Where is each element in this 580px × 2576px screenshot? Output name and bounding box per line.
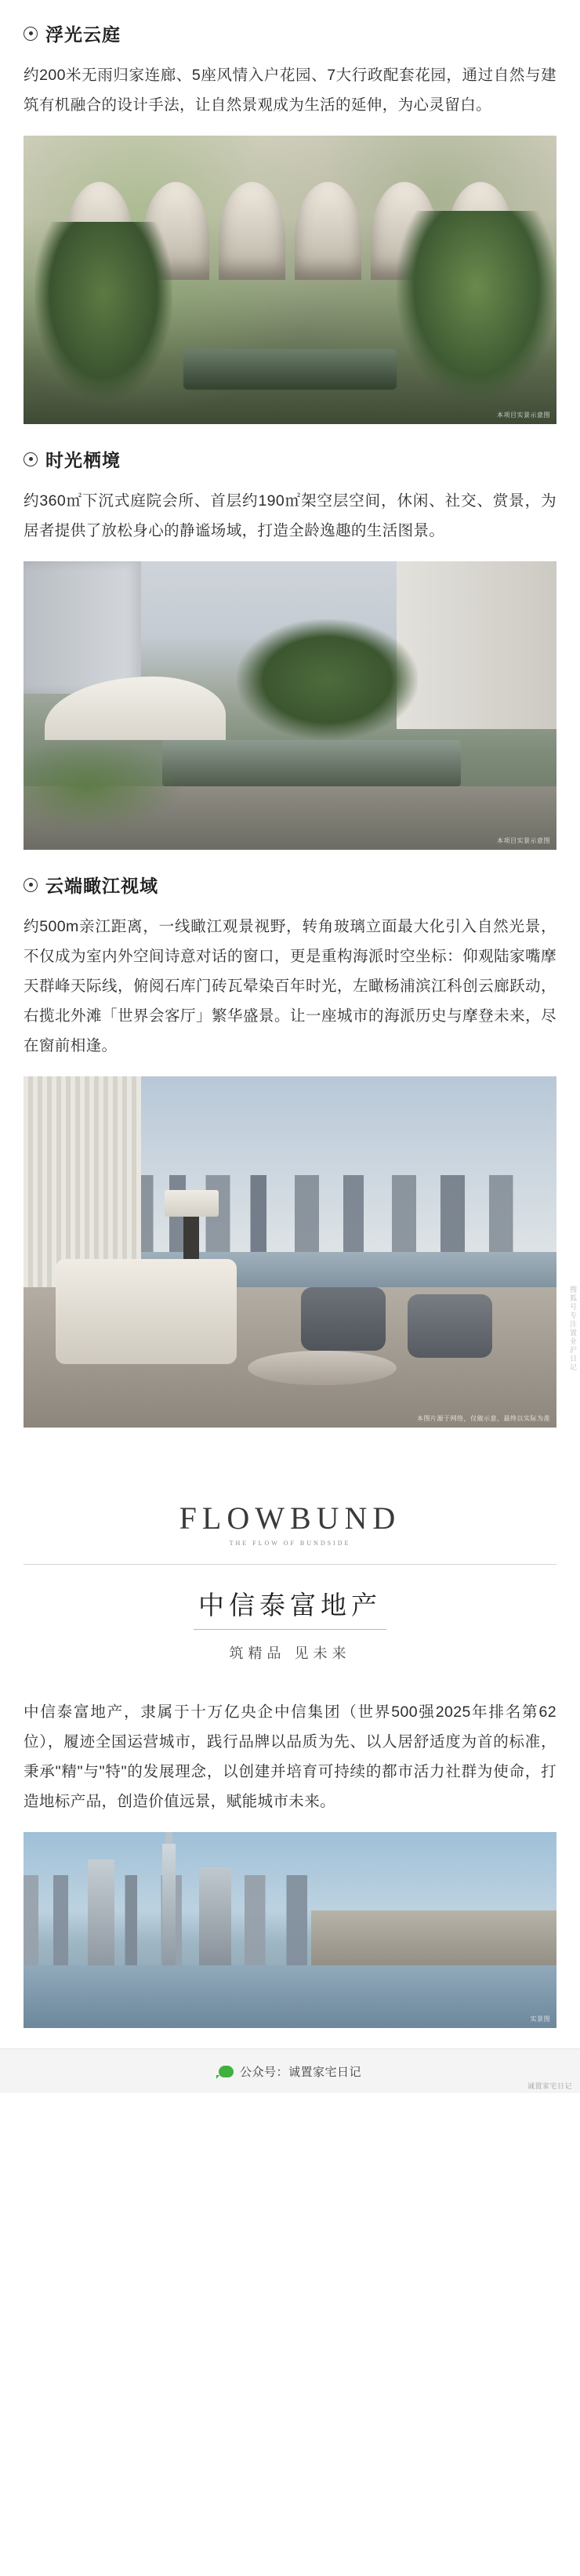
coffee-table bbox=[248, 1351, 397, 1386]
water-feature bbox=[162, 740, 461, 786]
circle-dot-icon bbox=[24, 27, 38, 41]
tree-foliage-right bbox=[397, 211, 556, 401]
section-heading-3 bbox=[24, 872, 556, 898]
armchair-left bbox=[301, 1287, 386, 1351]
tower-building-2 bbox=[199, 1867, 231, 1969]
sofa bbox=[56, 1259, 237, 1364]
footer-subtext: 诚置家宅日记 bbox=[527, 2082, 572, 2091]
city-skyline bbox=[141, 1175, 546, 1260]
section-title: 云端瞰江视域 bbox=[45, 876, 158, 897]
brand-block bbox=[24, 1448, 556, 1671]
shrub-foreground bbox=[24, 740, 183, 833]
armchair-right bbox=[408, 1294, 493, 1358]
section-paragraph: 约360㎡下沉式庭院会所、首层约190㎡架空层空间，休闲、社交、赏景，为居者提供了放松身心的静谧场域，打造全龄逸趣的生活图景。 bbox=[24, 492, 556, 540]
footer-account-text: 公众号：诚置家宅日记 bbox=[239, 2065, 361, 2079]
tower-building-1 bbox=[88, 1859, 114, 1969]
living-room-river-view-photo bbox=[24, 1076, 556, 1428]
section-paragraph: 约500m亲江距离，一线瞰江观景视野，转角玻璃立面最大化引入自然光景，不仅成为室内外空间诗意对话的窗口，更是重构海派时空坐标：仰观陆家嘴摩天群峰天际线，俯阅石库门砖瓦晕染百年时光，左瞰杨浦滨江科创云廊跃动，右揽北外滩「世界会客厅」繁华盛景。让一座城市的海派历史与摩登未来，尽在窗前相逢。 bbox=[24, 918, 556, 1055]
courtyard-arcade-photo bbox=[24, 136, 556, 424]
tree-foliage-left bbox=[34, 222, 173, 401]
brand-english-subtitle: THE FLOW OF BUNDSIDE bbox=[229, 1540, 351, 1547]
huangpu-river bbox=[24, 1965, 556, 2028]
photo-caption: 本项目实景示意图 bbox=[497, 412, 550, 419]
section-paragraph: 约200米无雨归家连廊、5座风情入户花园、7大行政配套花园，通过自然与建筑有机融合的设计手法，让自然景观成为生活的延伸，为心灵留白。 bbox=[24, 67, 556, 114]
section-heading-2 bbox=[24, 446, 556, 472]
building-right bbox=[397, 561, 556, 728]
circle-dot-icon bbox=[24, 878, 38, 892]
photo-caption: 实景图 bbox=[530, 2015, 550, 2023]
section-title: 浮光云庭 bbox=[45, 24, 121, 45]
brand-slogan: 筑精品 见未来 bbox=[229, 1645, 351, 1662]
brand-paragraph: 中信泰富地产，隶属于十万亿央企中信集团（世界500强2025年排名第62位），履迹全国运营城市，践行品牌以品质为先、以人居舒适度为首的标准，秉承"精"与"特"的发展理念，以创建并培育可持续的都市活力社群为使命，打造地标产品，创造价值远景，赋能城市未来。 bbox=[24, 1703, 556, 1811]
brand-english-name: FLOWBUND bbox=[179, 1500, 401, 1537]
bund-skyline-photo bbox=[24, 1832, 556, 2028]
photo-caption: 本项目实景示意图 bbox=[497, 837, 550, 845]
arch-shape bbox=[295, 182, 362, 280]
wechat-icon bbox=[219, 2066, 234, 2077]
section-heading-1 bbox=[24, 20, 556, 46]
section-title: 时光栖境 bbox=[45, 450, 121, 471]
footer-bar bbox=[0, 2048, 580, 2093]
tree-foliage-center bbox=[237, 619, 418, 741]
reflecting-pool bbox=[183, 349, 397, 390]
sunken-clubhouse-photo bbox=[24, 561, 556, 850]
photo-caption: 本图片源于网络，仅做示意，最终以实际为准 bbox=[417, 1415, 550, 1423]
circle-dot-icon bbox=[24, 452, 38, 466]
side-watermark: 搜狐号专注置业沪日记 bbox=[569, 1286, 577, 1372]
arch-shape bbox=[219, 182, 286, 280]
tv-tower-spire bbox=[162, 1844, 176, 1965]
building-left bbox=[24, 561, 141, 694]
divider bbox=[24, 1564, 556, 1565]
brand-chinese-name: 中信泰富地产 bbox=[194, 1585, 386, 1630]
